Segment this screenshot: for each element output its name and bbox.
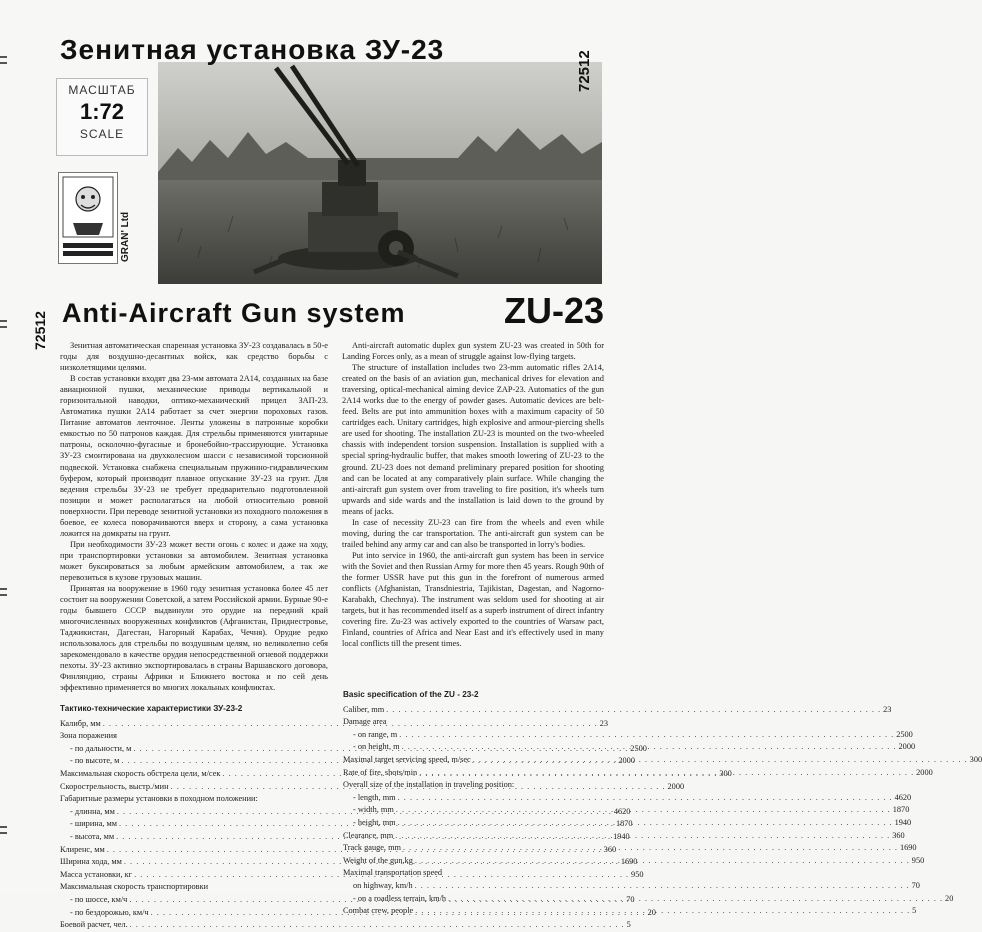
spec-label: - длинна, мм (70, 806, 115, 816)
spec-label: Зона поражения (60, 731, 117, 741)
spec-value: 23 (883, 704, 892, 714)
leader-dots (419, 767, 914, 780)
brand-name: GRAN' Ltd (120, 211, 131, 262)
spec-label: - по высоте, м (70, 756, 120, 766)
spec-label: - width, mm (353, 805, 394, 815)
title-english-model: ZU-23 (503, 290, 604, 331)
gran-logo (58, 172, 118, 264)
spec-label: - по шоссе, км/ч (70, 894, 128, 904)
spec-row (60, 793, 296, 806)
spec-label: - on a roadless terrain, km/h (353, 893, 447, 903)
spec-row (343, 716, 575, 729)
spec-rows-en (343, 704, 982, 918)
spec-row (343, 880, 920, 893)
paragraph-en-3: In case of necessity ZU-23 can fire from the wheels and even while moving, during the car transportation. The anti-aircraft gun system can be trailed behind any army car and can also be transported in lorry's bodies. (342, 517, 604, 549)
leader-dots (448, 893, 943, 906)
catalog-number-top: 72512 (576, 50, 593, 92)
leader-dots (403, 842, 898, 855)
zu23-photo (158, 62, 602, 284)
spec-row (343, 867, 575, 880)
spec-value: 2500 (896, 729, 913, 739)
leader-dots (386, 704, 881, 717)
spec-heading-ru: Тактико-технические характеристики ЗУ-23-2 (60, 704, 243, 713)
spec-value: 1870 (615, 819, 633, 829)
spec-value: 2000 (618, 756, 635, 766)
paragraph-ru-4: Принятая на вооружение в 1960 году зенитная установка более 45 лет состоит на вооружении Советской, а затем Российской армии. Бурные 90-е годы бывшего СССР выдвинули это орудие на передний край многочисленных вооруженных конфликтов (Афганистан, Приднестровье, Таджикистан, Дагестан, Нагорный Карабах, Чечня). Орудие редко использовалось для стрельбы по воздушным целям, но великолепно себя зарекомендовало в качестве орудия непосредственной огневой поддержки пехоты. ЗУ-23 активно экспортировалась в страны Варшавского договора, Финляндию, страны Африки и Ближнего востока и по сей день эффективно применяется во многих локальных конфликтах. (60, 584, 328, 693)
spec-value: 300 (969, 754, 982, 764)
leader-dots (415, 855, 910, 868)
spec-label: Боевой расчет, чел. (60, 920, 128, 930)
scale-box (56, 78, 148, 156)
spec-value: 2000 (898, 742, 916, 752)
spec-value: 70 (911, 880, 920, 890)
spec-value: 4620 (613, 806, 631, 816)
spec-label: - on height, m (353, 742, 400, 752)
spec-value: 23 (599, 718, 609, 728)
spec-label: on highway, km/h (353, 880, 413, 890)
spec-label: - высота, мм (70, 831, 115, 841)
spec-label: - по дальности, м (70, 743, 132, 753)
paragraph-en-1: Anti-aircraft automatic duplex gun system ZU-23 was created in 50th for Landing Forces only, as a mean of struggle against low-flying targets. (342, 341, 604, 362)
spec-row (343, 704, 892, 717)
spec-label: - on range, m (353, 729, 398, 739)
spec-label: Клиренс, мм (60, 844, 105, 854)
spec-row (60, 919, 631, 932)
title-english (62, 290, 610, 334)
spec-value: 1690 (899, 843, 917, 853)
catalog-number-side: 72512 (32, 311, 48, 350)
spec-value: 950 (631, 869, 644, 879)
spec-label: - height, mm (353, 817, 396, 827)
spec-label: Weight of the gun,kg (343, 855, 413, 865)
spec-row (60, 730, 296, 743)
leader-dots (415, 905, 910, 918)
spec-value: 950 (911, 855, 925, 865)
spec-label: Максимальная скорость обстрела цели, м/сек (60, 768, 221, 778)
spec-table-english (343, 689, 982, 918)
title-russian: Зенитная установка ЗУ-23 (60, 34, 445, 65)
spec-label: Maximal transportation speed (343, 868, 443, 878)
scale-label-en: SCALE (79, 127, 125, 141)
spec-row (343, 779, 575, 792)
spec-value: 20 (647, 907, 656, 917)
spec-row (343, 792, 912, 805)
spec-value: 1940 (894, 817, 912, 827)
leader-dots (396, 804, 891, 817)
spec-value: 70 (626, 894, 635, 904)
spec-label: - length, mm (353, 792, 396, 802)
spec-label: Maximal target servicing speed, m/sec (343, 754, 471, 764)
leader-dots (398, 817, 893, 830)
title-english-main: Anti-Aircraft Gun system (62, 298, 406, 328)
spec-value: 2000 (667, 781, 685, 791)
spec-value: 2000 (916, 767, 933, 777)
spec-row (343, 729, 913, 742)
spec-value: 5 (912, 906, 917, 916)
scale-label-ru: МАСШТАБ (68, 83, 136, 97)
spec-value: 1870 (892, 805, 910, 815)
spec-value: 4620 (894, 792, 912, 802)
spec-heading-en: Basic specification of the ZU - 23-2 (343, 690, 479, 699)
spec-label: Combat crew, people (343, 906, 414, 916)
spec-label: - ширина, мм (70, 819, 118, 829)
spec-label: Track gauge, mm (343, 843, 401, 853)
spec-row (60, 881, 296, 894)
leader-dots (399, 729, 894, 742)
binding-marks (0, 0, 10, 893)
leader-dots (398, 792, 893, 805)
leader-dots (130, 919, 625, 932)
description-english (342, 340, 604, 649)
spec-label: Калибр, мм (60, 718, 101, 728)
spec-label: Ширина хода, мм (60, 857, 122, 867)
spec-value: 360 (603, 844, 617, 854)
leader-dots (395, 830, 890, 843)
paragraph-en-2: The structure of installation includes two 23-mm automatic rifles 2A14, created on the basis of an aviation gun, mechanical drives for elevation and traversing, optical-mechanical aiming device ZAP-23. Automatics of the gun 2A14 works due to the energy of powder gases. Automatic devices are belt-feed. Belts are put into ammunition boxes with a maximum capacity of 50 cartridges each. Unitary cartridges, high explosive and armour-piercing shells are used for shooting. The installation ZU-23 is mounted on the two-wheeled chassis with independent torsion suspension. Installation is supplied with a special spring-hydraulic buffer, that makes smooth lowering of ZU-23 to the ground. ZU-23 does not demand preliminary prepared position for shooting and can be located at any comparatively plain surface. While changing the anti-aircraft gun system over from traveling to fire position, it's wheels turn upwards and side wards and the installation is laid down to the ground by means of jacks. (342, 363, 604, 516)
leader-dots (402, 741, 897, 754)
spec-value: 300 (719, 768, 732, 778)
spec-label: Clearance, mm (343, 830, 394, 840)
spec-label: - по бездорожью, км/ч (70, 907, 149, 917)
spec-value: 360 (892, 830, 905, 840)
spec-value: 1690 (620, 857, 638, 867)
spec-value: 1940 (613, 831, 630, 841)
spec-label: Габаритные размеры установки в походном положении: (60, 794, 258, 804)
spec-label: Caliber, mm (343, 704, 385, 714)
paragraph-ru-3: При необходимости ЗУ-23 может вести огонь с колес и даже на ходу, при транспортировки установки за автомобилем. Зенитная установка может буксироваться за любым армейским автомобилем, а так же перевозиться в кузове грузовых машин. (60, 539, 328, 582)
spec-value: 5 (626, 920, 631, 930)
scale-value: 1:72 (79, 99, 125, 124)
paragraph-ru-1: Зенитная автоматическая спаренная установка ЗУ-23 создавалась в 50-е годы для воздушно-десантных войск, как средство борьбы с низколетящими целями. (60, 341, 328, 373)
spec-label: Rate of fire, shots/min (343, 767, 418, 777)
spec-label: Максимальная скорость транспортировки (60, 882, 209, 892)
leader-dots (473, 754, 968, 767)
paragraph-ru-2: В состав установки входят два 23-мм автомата 2А14, созданных на базе авиационной пушки, механические приводы вертикальной и горизонтальной наводки, оптико-механический прицел ЗАП-23. Автоматика пушки 2А14 работает за счет энергии пороховых газов. Питание автоматов ленточное. Ленты уложены в патронные коробки емкостью по 50 патронов каждая. Для стрельбы применяются унитарные патроны, осколочно-фугасные и бронебойно-трассирующие. Установка ЗУ-23 смонтирована на двухколесном шасси с независимой торсионной подвеской. Установка снабжена специальным пружинно-гидравлическим буфером, который производит плавное опускание ЗУ-23 на грунт. Для ведения стрельбы ЗУ-23 не требует предварительно подготовленной позиции и может располагаться на любой относительно ровной поверхности. При переводе зенитной установки из походного положения в боевое, ее колеса поворачиваются вверх и сторону, а сама установка ложится на домкраты на грунт. (60, 374, 328, 538)
spec-label: Overall size of the installation in traveling position: (343, 780, 515, 790)
paragraph-en-4: Put into service in 1960, the anti-aircraft gun system has been in service with the Soviet and then Russian Army for more then 45 years. Rough 90th of the former USSR have put this gun in the forefront of numerous armed conflicts (Afghanistan, Transdniestria, Tajikistan, Dagestan, and Nagorno-Karabakh, Chechnya). The instrument was seldom used for shooting at air targets, but it has recommended itself as a superb instrument of direct infantry covering fire. Zu-23 was actively exported to the countries of Warsaw pact, Finland, countries of Africa and Near East and it's effectively used in many local conflicts till the present times. (342, 550, 604, 649)
leader-dots (415, 880, 910, 893)
spec-label: Масса установки, кг (60, 869, 133, 879)
spec-value: 2500 (630, 743, 647, 753)
spec-label: Damage area (343, 717, 387, 727)
spec-label: Скорострельность, выстр./мин (60, 781, 169, 791)
description-russian (60, 340, 328, 694)
spec-value: 20 (945, 893, 954, 903)
